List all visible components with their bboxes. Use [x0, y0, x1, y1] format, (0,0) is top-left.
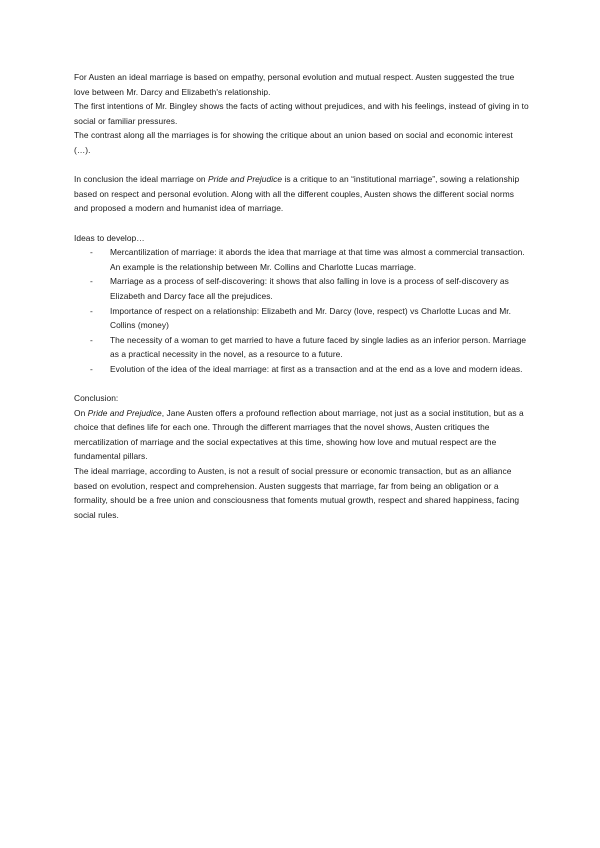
dash-bullet: - — [90, 276, 93, 287]
list-item — [74, 362, 530, 377]
conclusion-section — [74, 391, 530, 522]
conclusion-summary-section — [74, 172, 530, 216]
dash-bullet: - — [90, 247, 93, 258]
list-item-text: Evolution of the idea of the ideal marriage: at first as a transaction and at the end as a love and modern ideas. — [110, 363, 523, 374]
list-item — [74, 333, 530, 362]
book-title: Pride and Prejudice — [87, 407, 162, 418]
paragraph-gap — [74, 158, 530, 173]
dash-bullet: - — [90, 305, 93, 316]
list-item — [74, 245, 530, 274]
ideas-list — [74, 245, 530, 376]
conclusion-heading: Conclusion: — [74, 393, 119, 404]
intro-paragraph-3: The contrast along all the marriages is for showing the critique about an union based on social and economic interest (…). — [74, 130, 513, 155]
list-item — [74, 304, 530, 333]
ideas-heading: Ideas to develop… — [74, 232, 145, 243]
paragraph-gap — [74, 376, 530, 391]
conclusion-paragraph-2: The ideal marriage, according to Austen, is not a result of social pressure or economic transaction, but as an alliance based on evolution, respect and comprehension. Austen suggests that marriage, far from being an obligation or a formality, should be a free union and consciousness that foments mutual growth, respect and shared happiness, facing social rules. — [74, 466, 520, 520]
list-item-text: Importance of respect on a relationship: Elizabeth and Mr. Darcy (love, respect) vs Charlotte Lucas and Mr. Collins (money) — [110, 305, 512, 331]
text-run: In conclusion the ideal marriage on — [74, 174, 209, 185]
list-item-text: Marriage as a process of self-discovering: it shows that also falling in love is a process of self-discovery as Elizabeth and Darcy face all the prejudices. — [110, 276, 509, 301]
ideas-section — [74, 231, 530, 377]
intro-paragraph-1: For Austen an ideal marriage is based on empathy, personal evolution and mutual respect. Austen suggested the true love between Mr. Darcy and Elizabeth's relationship. — [74, 72, 515, 97]
text-run: On — [74, 407, 88, 418]
dash-bullet: - — [90, 334, 93, 345]
dash-bullet: - — [90, 363, 93, 374]
book-title: Pride and Prejudice — [208, 174, 283, 185]
conclusion-paragraph-1 — [74, 406, 530, 464]
intro-paragraph-2: The first intentions of Mr. Bingley shows the facts of acting without prejudices, and with his feelings, instead of giving in to social or familiar pressures. — [74, 101, 529, 126]
intro-section — [74, 70, 530, 158]
conclusion-summary-paragraph — [74, 172, 530, 216]
text-run: is a critique to an “institutional marriage”, sowing a relationship based on respect and personal evolution. Along with all the different couples, Austen shows the different social norms and proposed a modern and humanist idea of marriage. — [74, 174, 520, 214]
text-run: , Jane Austen offers a profound reflection about marriage, not just as a social institution, but as a choice that defines life for each one. Through the different marriages that the novel shows, Austen critiques the mercatilization of marriage and the social expectatives at this time, showing how love and mutual respect are the fundamental pillars. — [74, 407, 524, 462]
list-item — [74, 274, 530, 303]
list-item-text: Mercantilization of marriage: it abords the idea that marriage at that time was almost a commercial transaction. An example is the relationship between Mr. Collins and Charlotte Lucas marriage. — [110, 247, 525, 272]
paragraph-gap — [74, 216, 530, 231]
list-item-text: The necessity of a woman to get married to have a future faced by single ladies as an inferior person. Marriage as a practical necessity in the novel, as a resource to a future. — [110, 334, 527, 360]
